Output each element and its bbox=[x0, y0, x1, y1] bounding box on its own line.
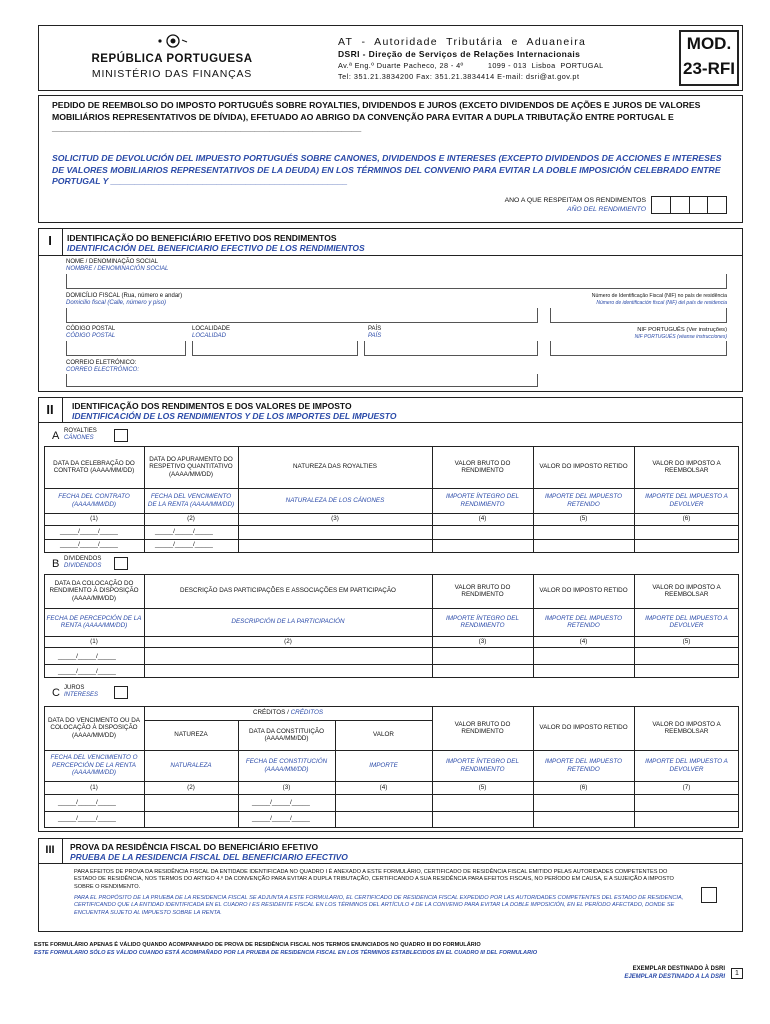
coat-of-arms-icon bbox=[156, 33, 190, 49]
form-code-line2: 23-RFI bbox=[683, 59, 735, 78]
domicile-input[interactable] bbox=[66, 308, 538, 323]
interest-num-3: (3) bbox=[282, 783, 291, 791]
dividends-h5-pt: VALOR DO IMPOSTO A REEMBOLSAR bbox=[652, 583, 721, 598]
dividends-h3-pt: VALOR BRUTO DO RENDIMENTO bbox=[454, 583, 511, 598]
dividends-checkbox[interactable] bbox=[114, 557, 128, 570]
dividends-row2-date[interactable]: _____/_____/_____ bbox=[58, 668, 116, 675]
royalties-label-es: CÁNONES bbox=[64, 435, 94, 441]
year-label-pt: ANO A QUE RESPEITAM OS RENDIMENTOS bbox=[504, 197, 646, 204]
dividends-h1-pt: DATA DA COLOCAÇÃO DO RENDIMENTO À DISPOSIÇÃO (AAAA/MM/DD) bbox=[49, 579, 139, 602]
email-label-es: CORREO ELECTRÓNICO: bbox=[66, 367, 140, 373]
residence-certificate-checkbox[interactable] bbox=[701, 887, 717, 903]
royalties-row2-date2[interactable]: _____/_____/_____ bbox=[155, 541, 213, 548]
interest-label-es: INTERESES bbox=[64, 692, 99, 698]
footer-note-es: ESTE FORMULARIO SÓLO ES VÁLIDO CUANDO ESTÁ ACOMPAÑADO POR LA PRUEBA DE RESIDENCIA FISCAL EN LOS TÉRMINOS ESTABLECIDOS EN EL CUADRO III DEL FORMULARIO bbox=[34, 950, 538, 956]
dividends-h2-es: DESCRIPCIÓN DE LA PARTICIPACIÓN bbox=[231, 618, 345, 626]
section-2-title-es: IDENTIFICACIÓN DE LOS RENDIMIENTOS Y DE LOS IMPORTES DEL IMPUESTO bbox=[72, 411, 397, 421]
interest-h5-es: IMPORTE ÍNTEGRO DEL RENDIMIENTO bbox=[445, 758, 519, 773]
interest-h6-es: IMPORTE DEL IMPUESTO RETENIDO bbox=[545, 758, 622, 773]
royalties-h5-es: IMPORTE DEL IMPUESTO RETENIDO bbox=[545, 493, 622, 508]
title-es: SOLICITUD DE DEVOLUCIÓN DEL IMPUESTO PORTUGUÉS SOBRE CANONES, DIVIDENDOS E INTERESES (EXCEPTO DIVIDENDOS DE ACCIONES E INTERESES DE VALORES MOBILIARIOS REPRESENTATIVOS DE LA DEUDA) EN LOS TÉRMINOS DEL CONVENIO PARA EVITAR LA DOBLE IMPOSICIÓN CELEBRADO ENTRE PORTUGAL Y _________________________________________________ bbox=[52, 153, 722, 186]
dividends-h4-es: IMPORTE DEL IMPUESTO RETENIDO bbox=[545, 614, 622, 629]
country-label-es: PAÍS bbox=[368, 333, 382, 339]
subsection-c-letter: C bbox=[52, 687, 60, 699]
name-label-pt: NOME / DENOMINAÇÃO SOCIAL bbox=[66, 259, 159, 265]
royalties-num-1: (1) bbox=[90, 515, 98, 523]
interest-num-1: (1) bbox=[90, 783, 98, 791]
royalties-label-pt: ROYALTIES bbox=[64, 428, 97, 434]
address-line: Av.ª Eng.º Duarte Pacheco, 28 - 4º 1099 - 013 Lisboa PORTUGAL bbox=[338, 61, 604, 70]
contacts-line: Tel: 351.21.3834200 Fax: 351.21.3834414 E-mail: dsri@at.gov.pt bbox=[338, 72, 580, 81]
section-1-title-es: IDENTIFICACIÓN DEL BENEFICIARIO EFECTIVO DE LOS RENDIMIENTOS bbox=[67, 243, 365, 253]
section-3-text-pt: PARA EFEITOS DE PROVA DA RESIDÊNCIA FISCAL DA ENTIDADE IDENTIFICADA NO QUADRO I É ANEXADO A ESTE FORMULÁRIO, CERTIFICADO DE RESIDÊNCIA FISCAL EMITIDO PELAS AUTORIDADES COMPETENTES DO ESTADO DE RESIDÊNCIA, NOS TERMOS DO ARTIGO 4.º DA CONVENÇÃO PARA EVITAR A DUPLA TRIBUTAÇÃO, CERTIFICANDO A SUA RESIDÊNCIA PARA EFEITOS FISCAIS, NO PERÍODO EM CAUSA, E A SUJEIÇÃO A IMPOSTO SOBRE O RENDIMENTO. bbox=[74, 869, 674, 890]
credits-heading: CRÉDITOS / CRÉDITOS bbox=[252, 709, 324, 717]
dividends-h1-es: FECHA DE PERCEPCIÓN DE LA RENTA (AAAA/MM/DD) bbox=[46, 614, 142, 629]
tax-id-input[interactable] bbox=[550, 308, 727, 323]
dividends-num-1: (1) bbox=[90, 637, 98, 645]
postal-code-input[interactable] bbox=[66, 341, 186, 356]
royalties-h2-es: FECHA DEL VENCIMIENTO DE LA RENTA (AAAA/MM/DD) bbox=[147, 493, 235, 508]
form-code-line1: MOD. bbox=[686, 34, 732, 53]
interest-h7-es: IMPORTE DEL IMPUESTO A DEVOLVER bbox=[645, 758, 728, 773]
interest-row1-date1[interactable]: _____/_____/_____ bbox=[58, 799, 116, 806]
interest-h7-pt: VALOR DO IMPOSTO A REEMBOLSAR bbox=[652, 720, 721, 735]
pt-tax-id-label-es: NIF PORTUGUÉS (véanse instrucciones) bbox=[634, 334, 727, 340]
republic-name: REPÚBLICA PORTUGUESA bbox=[91, 53, 253, 65]
royalties-h6-pt: VALOR DO IMPOSTO A REEMBOLSAR bbox=[652, 459, 721, 474]
interest-row1-date2[interactable]: _____/_____/_____ bbox=[252, 799, 310, 806]
year-label-es: AÑO DEL RENDIMIENTO bbox=[566, 206, 646, 213]
royalties-num-6: (6) bbox=[682, 515, 691, 523]
locality-label-pt: LOCALIDADE bbox=[192, 326, 231, 332]
email-label-pt: CORREIO ELETRÓNICO: bbox=[66, 360, 137, 366]
postal-code-label-es: CÓDIGO POSTAL bbox=[66, 333, 116, 339]
copy-label-pt: EXEMPLAR DESTINADO À DSRI bbox=[632, 966, 725, 972]
dividends-h5-es: IMPORTE DEL IMPUESTO A DEVOLVER bbox=[645, 614, 728, 629]
dividends-label-es: DIVIDENDOS bbox=[64, 563, 102, 569]
interest-num-5: (5) bbox=[478, 783, 487, 791]
royalties-h1-pt: DATA DA CELEBRAÇÃO DO CONTRATO (AAAA/MM/DD) bbox=[53, 459, 135, 474]
section-2-number: II bbox=[46, 402, 54, 417]
year-input[interactable] bbox=[651, 196, 727, 214]
section-3-number: III bbox=[45, 844, 55, 856]
interest-num-6: (6) bbox=[579, 783, 588, 791]
email-input[interactable] bbox=[66, 374, 538, 387]
interest-h1-pt: DATA DO VENCIMENTO OU DA COLOCAÇÃO À DISPOSIÇÃO (AAAA/MM/DD) bbox=[47, 716, 140, 739]
dividends-label-pt: DIVIDENDOS bbox=[64, 556, 102, 562]
section-1-number: I bbox=[48, 233, 52, 248]
royalties-h4-pt: VALOR BRUTO DO RENDIMENTO bbox=[454, 459, 511, 474]
royalties-num-3: (3) bbox=[331, 515, 339, 523]
pt-tax-id-label-pt: NIF PORTUGUÊS (Ver instruções) bbox=[637, 327, 727, 333]
credits-heading-es: CRÉDITOS bbox=[290, 709, 324, 717]
section-3-title-pt: PROVA DA RESIDÊNCIA FISCAL DO BENEFICIÁRIO EFETIVO bbox=[70, 842, 319, 852]
title-pt: PEDIDO DE REEMBOLSO DO IMPOSTO PORTUGUÊS SOBRE ROYALTIES, DIVIDENDOS E JUROS (EXCETO DIVIDENDOS DE AÇÕES E JUROS DE VALORES MOBILIÁRIOS REPRESENTATIVOS DE DÍVIDA), EFETUADO AO ABRIGO DA CONVENÇÃO PARA EVITAR A DUPLA TRIBUTAÇÃO ENTRE PORTUGAL E ________________________________________________________________ bbox=[52, 100, 701, 133]
country-input[interactable] bbox=[364, 341, 538, 356]
interest-row2-date1[interactable]: _____/_____/_____ bbox=[58, 815, 116, 822]
royalties-h1-es: FECHA DEL CONTRATO (AAAA/MM/DD) bbox=[58, 493, 130, 508]
page-number: 1 bbox=[731, 968, 743, 979]
section-2-title-pt: IDENTIFICAÇÃO DOS RENDIMENTOS E DOS VALORES DE IMPOSTO bbox=[72, 401, 352, 411]
royalties-h5-pt: VALOR DO IMPOSTO RETIDO bbox=[539, 463, 628, 471]
subsection-b-letter: B bbox=[52, 558, 60, 570]
interest-checkbox[interactable] bbox=[114, 686, 128, 699]
royalties-h3-pt: NATUREZA DAS ROYALTIES bbox=[293, 463, 377, 471]
dividends-num-3: (3) bbox=[478, 637, 487, 645]
dsri-line: DSRI - Direção de Serviços de Relações Internacionais bbox=[338, 49, 581, 59]
royalties-num-5: (5) bbox=[579, 515, 588, 523]
interest-h4-pt: VALOR bbox=[373, 731, 394, 739]
interest-h2-pt: NATUREZA bbox=[174, 731, 208, 739]
copy-label-es: EJEMPLAR DESTINADO A LA DSRI bbox=[624, 974, 725, 980]
royalties-h2-pt: DATA DO APURAMENTO DO RESPETIVO QUANTITATIVO (AAAA/MM/DD) bbox=[149, 455, 233, 478]
tax-id-label-pt: Número de Identificação Fiscal (NIF) no país de residência bbox=[591, 293, 727, 299]
interest-h2-es: NATURALEZA bbox=[170, 761, 212, 769]
royalties-h3-es: NATURALEZA DE LOS CÁNONES bbox=[285, 496, 385, 504]
credits-heading-pt: CRÉDITOS bbox=[252, 709, 286, 717]
section-1-title-pt: IDENTIFICAÇÃO DO BENEFICIÁRIO EFETIVO DOS RENDIMENTOS bbox=[67, 233, 337, 243]
interest-h1-es: FECHA DEL VENCIMIENTO O PERCEPCIÓN DE LA RENTA (AAAA/MM/DD) bbox=[50, 754, 138, 777]
section-3-text-es: PARA EL PROPÓSITO DE LA PRUEBA DE LA RESIDENCIA FISCAL SE ADJUNTA A ESTE FORMULARIO, EL CERTIFICADO DE RESIDENCIA FISCAL EXPEDIDO POR LAS AUTORIDADES COMPETENTES DEL ESTADO DE RESIDENCIA, CERTIFICANDO QUE LA ENTIDAD IDENTIFICADA EN EL CUADRO I ES RESIDENTE FISCAL EN LOS TÉRMINOS DEL ARTÍCULO 4 DE LA CONVENIO PARA EVITAR LA DOBLE IMPOSICIÓN, EN EL PERÍODO AFECTADO, DONDE SE ENCUENTRA SUJETO AL IMPUESTO SOBRE LA RENTA. bbox=[74, 895, 684, 916]
interest-label-pt: JUROS bbox=[64, 685, 85, 691]
dividends-row1-date[interactable]: _____/_____/_____ bbox=[58, 653, 116, 660]
interest-h3-es: FECHA DE CONSTITUCIÓN (AAAA/MM/DD) bbox=[245, 758, 328, 773]
interest-row2-date2[interactable]: _____/_____/_____ bbox=[252, 815, 310, 822]
dividends-h4-pt: VALOR DO IMPOSTO RETIDO bbox=[539, 587, 628, 595]
footer-note-pt: ESTE FORMULÁRIO APENAS É VÁLIDO QUANDO ACOMPANHADO DE PROVA DE RESIDÊNCIA FISCAL NOS TERMOS ENUNCIADOS NO QUADRO III DO FORMULÁRIO bbox=[34, 942, 481, 948]
dividends-h2-pt: DESCRIÇÃO DAS PARTICIPAÇÕES E ASSOCIAÇÕES EM PARTICIPAÇÃO bbox=[180, 587, 396, 595]
domicile-label-es: Domicilio fiscal (Calle, número y piso) bbox=[66, 300, 167, 306]
at-line: AT - Autoridade Tributária e Aduaneira bbox=[338, 36, 587, 48]
postal-code-label-pt: CÓDIGO POSTAL bbox=[66, 326, 116, 332]
royalties-row1-date2[interactable]: _____/_____/_____ bbox=[155, 528, 213, 535]
pt-tax-id-input[interactable] bbox=[550, 341, 727, 356]
subsection-a-letter: A bbox=[52, 430, 60, 442]
name-input[interactable] bbox=[66, 274, 727, 289]
royalties-checkbox[interactable] bbox=[114, 429, 128, 442]
interest-num-4: (4) bbox=[379, 783, 388, 791]
ministry-name: MINISTÉRIO DAS FINANÇAS bbox=[91, 68, 253, 80]
royalties-row2-date1[interactable]: _____/_____/_____ bbox=[60, 541, 118, 548]
name-label-es: NOMBRE / DENOMINACIÓN SOCIAL bbox=[66, 266, 169, 272]
interest-h3-pt: DATA DA CONSTITUIÇÃO (AAAA/MM/DD) bbox=[249, 727, 324, 742]
interest-num-7: (7) bbox=[682, 783, 691, 791]
interest-h4-es: IMPORTE bbox=[369, 761, 398, 769]
royalties-num-4: (4) bbox=[478, 515, 487, 523]
royalties-h4-es: IMPORTE ÍNTEGRO DEL RENDIMIENTO bbox=[445, 493, 519, 508]
dividends-num-4: (4) bbox=[579, 637, 588, 645]
interest-h6-pt: VALOR DO IMPOSTO RETIDO bbox=[539, 724, 628, 732]
country-label-pt: PAÍS bbox=[368, 326, 382, 332]
interest-num-2: (2) bbox=[187, 783, 195, 791]
interest-h5-pt: VALOR BRUTO DO RENDIMENTO bbox=[454, 720, 511, 735]
dividends-h3-es: IMPORTE ÍNTEGRO DEL RENDIMIENTO bbox=[445, 614, 519, 629]
royalties-num-2: (2) bbox=[187, 515, 195, 523]
section-3-title-es: PRUEBA DE LA RESIDENCIA FISCAL DEL BENEFICIARIO EFECTIVO bbox=[70, 852, 348, 862]
royalties-h6-es: IMPORTE DEL IMPUESTO A DEVOLVER bbox=[645, 493, 728, 508]
tax-id-label-es: Número de identificación fiscal (NIF) del país de residencia bbox=[596, 300, 727, 306]
dividends-num-5: (5) bbox=[682, 637, 691, 645]
locality-input[interactable] bbox=[192, 341, 358, 356]
domicile-label-pt: DOMICÍLIO FISCAL (Rua, número e andar) bbox=[66, 293, 183, 299]
royalties-row1-date1[interactable]: _____/_____/_____ bbox=[60, 528, 118, 535]
locality-label-es: LOCALIDAD bbox=[192, 333, 227, 339]
dividends-num-2: (2) bbox=[284, 637, 292, 645]
